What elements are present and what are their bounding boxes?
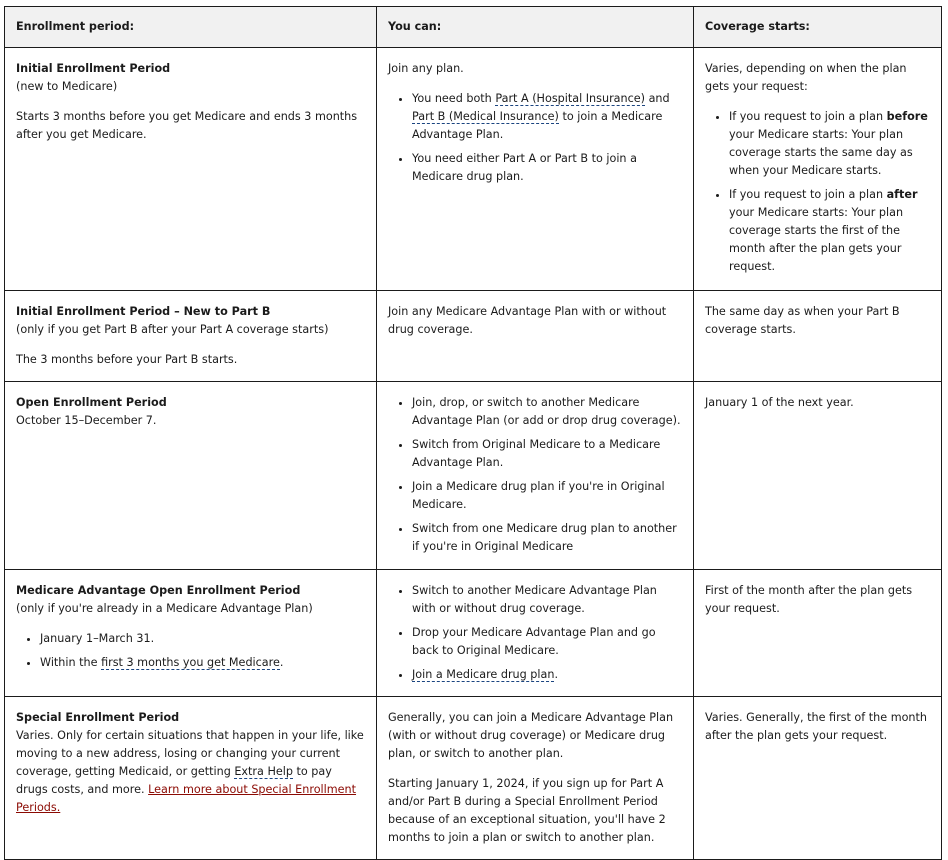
text: . [554, 668, 559, 681]
you-can-cell [377, 48, 694, 291]
coverage-cell: Varies. Generally, the first of the month after the plan gets your request. [694, 697, 942, 860]
first-3-months-term[interactable]: first 3 months you get Medicare [101, 656, 280, 669]
list-item: • Join a Medicare drug plan if you're in Original Medicare. [412, 478, 682, 514]
coverage-list [705, 108, 930, 276]
text: You need both [412, 92, 496, 105]
enrollment-periods-table [4, 6, 942, 860]
you-can-cell [377, 570, 694, 697]
table-row-initial-enrollment [5, 48, 942, 291]
you-can-cell: Join any Medicare Advantage Plan with or without drug coverage. [377, 291, 694, 382]
period-title: Medicare Advantage Open Enrollment Period [16, 584, 301, 597]
learn-more-special-enrollment-link[interactable]: Learn more about Special Enrollment Periods. [16, 783, 357, 814]
text: If you request to join a plan [729, 188, 887, 201]
period-subtitle: (only if you're already in a Medicare Advantage Plan) [16, 602, 313, 615]
text: Within the [40, 656, 102, 669]
text: to pay drugs costs, and more. [16, 765, 332, 796]
period-title: Open Enrollment Period [16, 396, 167, 409]
table-row-special-enrollment [5, 697, 942, 860]
you-can-paragraph: Starting January 1, 2024, if you sign up for Part A and/or Part B during a Special Enrollment Period because of an exceptional situation, you'll have 2 months to join a plan or switch to another plan. [388, 777, 666, 844]
text: . [279, 656, 284, 669]
list-item: • Join, drop, or switch to another Medicare Advantage Plan (or add or drop drug coverage). [412, 394, 682, 430]
period-description: The 3 months before your Part B starts. [16, 353, 238, 366]
period-title: Initial Enrollment Period [16, 62, 171, 75]
header-coverage-starts: Coverage starts: [694, 7, 942, 48]
extra-help-term[interactable]: Extra Help [234, 765, 293, 778]
you-can-list [388, 90, 682, 186]
coverage-cell: January 1 of the next year. [694, 382, 942, 570]
text: your Medicare starts: Your plan coverage starts the first of the month after the plan gets your request. [729, 206, 904, 273]
you-can-cell [377, 697, 694, 860]
table-header-row [5, 7, 942, 48]
list-item: • Switch from one Medicare drug plan to another if you're in Original Medicare [412, 520, 682, 556]
list-item [729, 108, 930, 180]
you-can-list [388, 582, 682, 684]
period-cell [5, 570, 377, 697]
period-dates: October 15–December 7. [16, 414, 157, 427]
list-item: • You need either Part A or Part B to join a Medicare drug plan. [412, 150, 682, 186]
period-description: Starts 3 months before you get Medicare and ends 3 months after you get Medicare. [16, 110, 358, 141]
period-cell [5, 48, 377, 291]
coverage-cell: The same day as when your Part B coverage starts. [694, 291, 942, 382]
text: and [645, 92, 670, 105]
header-enrollment-period: Enrollment period: [5, 7, 377, 48]
text: to join a Medicare Advantage Plan. [412, 110, 663, 141]
list-item: • Drop your Medicare Advantage Plan and go back to Original Medicare. [412, 624, 682, 660]
table-row-new-to-part-b [5, 291, 942, 382]
list-item [40, 654, 365, 672]
period-title: Special Enrollment Period [16, 711, 180, 724]
list-item [729, 186, 930, 276]
coverage-cell [694, 48, 942, 291]
text: Varies. Only for certain situations that happen in your life, like moving to a new address, losing or changing your current coverage, getting Medicaid, or getting [16, 729, 364, 778]
list-item [412, 666, 682, 684]
part-b-term[interactable]: Part B (Medical Insurance) [412, 110, 559, 123]
you-can-paragraph: Generally, you can join a Medicare Advantage Plan (with or without drug coverage) or Medicare drug plan, or switch to another plan. [388, 711, 674, 760]
period-subtitle: (new to Medicare) [16, 80, 118, 93]
coverage-intro: Varies, depending on when the plan gets your request: [705, 62, 907, 93]
period-cell [5, 697, 377, 860]
you-can-cell [377, 382, 694, 570]
coverage-cell: First of the month after the plan gets your request. [694, 570, 942, 697]
text: If you request to join a plan [729, 110, 887, 123]
period-description [16, 729, 364, 814]
part-a-term[interactable]: Part A (Hospital Insurance) [495, 92, 646, 105]
you-can-intro: Join any plan. [388, 62, 464, 75]
list-item: • Switch to another Medicare Advantage Plan with or without drug coverage. [412, 582, 682, 618]
list-item: • Switch from Original Medicare to a Medicare Advantage Plan. [412, 436, 682, 472]
list-item [412, 90, 682, 144]
text: your Medicare starts: Your plan coverage starts the same day as when your Medicare starts. [729, 128, 913, 177]
list-item: • January 1–March 31. [40, 630, 365, 648]
table-row-ma-open-enrollment [5, 570, 942, 697]
emphasis: before [886, 110, 928, 123]
period-cell [5, 291, 377, 382]
you-can-list [388, 394, 682, 556]
period-title: Initial Enrollment Period – New to Part B [16, 305, 271, 318]
header-you-can: You can: [377, 7, 694, 48]
period-cell [5, 382, 377, 570]
emphasis: after [886, 188, 918, 201]
period-subtitle: (only if you get Part B after your Part A coverage starts) [16, 323, 329, 336]
table-row-open-enrollment [5, 382, 942, 570]
period-list [16, 630, 365, 672]
join-drug-plan-term[interactable]: Join a Medicare drug plan [412, 668, 555, 681]
